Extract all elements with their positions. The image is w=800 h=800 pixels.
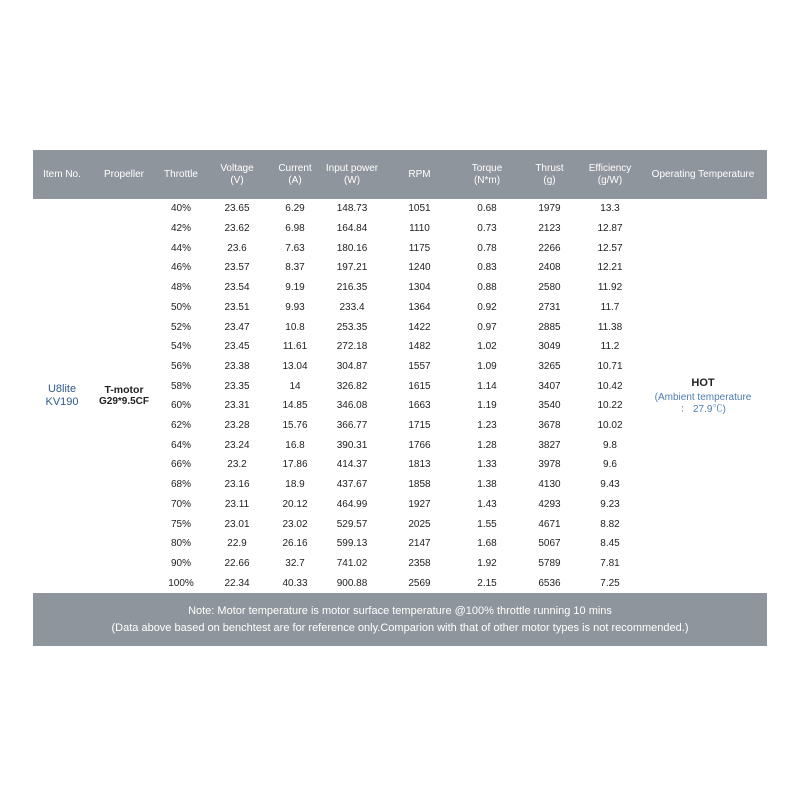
- cell-voltage: 22.66: [224, 557, 250, 569]
- cell-efficiency: 10.02: [597, 420, 623, 432]
- cell-efficiency: 12.21: [597, 262, 623, 274]
- cell-torque: 1.19: [477, 400, 497, 412]
- cell-efficiency: 10.22: [597, 400, 623, 412]
- cell-thrust: 3540: [538, 400, 561, 412]
- cell-current: 17.86: [282, 459, 308, 471]
- cell-torque: 1.92: [477, 557, 497, 569]
- temperature-status: HOT: [691, 376, 715, 389]
- cell-input-power: 272.18: [336, 341, 368, 353]
- cell-throttle: 56%: [170, 360, 191, 372]
- cell-input-power: 304.87: [336, 360, 368, 372]
- cell-rpm: 1304: [408, 282, 431, 294]
- cell-torque: 1.02: [477, 341, 497, 353]
- cell-rpm: 1927: [408, 498, 431, 510]
- cell-throttle: 75%: [170, 518, 191, 530]
- cell-input-power: 253.35: [336, 321, 368, 333]
- cell-voltage: 23.01: [224, 518, 250, 530]
- cell-throttle: 50%: [170, 301, 191, 313]
- cell-thrust: 3827: [538, 439, 561, 451]
- ambient-temperature: [655, 392, 752, 416]
- cell-rpm: 1663: [408, 400, 431, 412]
- cell-thrust: 5789: [538, 557, 561, 569]
- cell-thrust: 4671: [538, 518, 561, 530]
- header-current-line2: (A): [288, 174, 302, 186]
- cell-torque: 0.68: [477, 203, 497, 215]
- header-thrust-line1: Thrust: [535, 162, 564, 174]
- ambient-line1: (Ambient temperature: [654, 391, 752, 403]
- cell-input-power: 180.16: [336, 242, 368, 254]
- cell-voltage: 23.16: [224, 479, 250, 491]
- cell-rpm: 1858: [408, 479, 431, 491]
- cell-torque: 1.33: [477, 459, 497, 471]
- cell-torque: 1.43: [477, 498, 497, 510]
- cell-torque: 1.38: [477, 479, 497, 491]
- cell-efficiency: 11.38: [597, 321, 623, 333]
- ambient-line2: ： 27.9℃): [680, 403, 726, 415]
- cell-torque: 0.73: [477, 223, 497, 235]
- cell-voltage: 23.47: [224, 321, 250, 333]
- header-torque-line1: Torque: [471, 162, 503, 174]
- header-throttle: [157, 169, 205, 181]
- cell-voltage: 23.62: [224, 223, 250, 235]
- table-body: [33, 199, 767, 593]
- cell-input-power: 414.37: [336, 459, 368, 471]
- cell-efficiency: 8.45: [600, 538, 620, 550]
- cell-current: 14: [289, 380, 301, 392]
- cell-torque: 1.68: [477, 538, 497, 550]
- cell-input-power: 529.57: [336, 518, 368, 530]
- cell-efficiency: 9.6: [603, 459, 617, 471]
- cell-thrust: 4130: [538, 479, 561, 491]
- cell-throttle: 64%: [170, 439, 191, 451]
- cell-rpm: 1051: [408, 203, 431, 215]
- cell-voltage: 23.65: [224, 203, 250, 215]
- header-operating-temperature-line1: Operating Temperature: [651, 168, 755, 180]
- cell-current: 20.12: [282, 498, 308, 510]
- cell-throttle: 54%: [170, 341, 191, 353]
- cell-torque: 1.09: [477, 360, 497, 372]
- cell-throttle: 46%: [170, 262, 191, 274]
- cell-torque: 1.28: [477, 439, 497, 451]
- cell-current: 26.16: [282, 538, 308, 550]
- cell-thrust: 3265: [538, 360, 561, 372]
- cell-current: 11.61: [282, 341, 308, 353]
- motor-test-table: [33, 150, 767, 646]
- cell-throttle: 52%: [170, 321, 191, 333]
- header-thrust-line2: (g): [543, 174, 556, 186]
- table-header: [33, 150, 767, 199]
- header-operating-temperature: [639, 169, 767, 181]
- cell-efficiency: 7.81: [600, 557, 620, 569]
- cell-thrust: 3978: [538, 459, 561, 471]
- cell-thrust: 5067: [538, 538, 561, 550]
- cell-efficiency: 11.92: [597, 282, 623, 294]
- header-current: [269, 163, 321, 187]
- cell-voltage: 23.35: [224, 380, 250, 392]
- cell-efficiency: 10.71: [597, 360, 623, 372]
- cell-current: 8.37: [285, 262, 305, 274]
- cell-rpm: 1813: [408, 459, 431, 471]
- cell-efficiency: 11.2: [600, 341, 620, 353]
- cell-torque: 1.55: [477, 518, 497, 530]
- cell-current: 18.9: [285, 479, 305, 491]
- cell-efficiency: 12.57: [597, 242, 623, 254]
- cell-voltage: 23.54: [224, 282, 250, 294]
- cell-thrust: 2885: [538, 321, 561, 333]
- cell-efficiency: 10.42: [597, 380, 623, 392]
- header-input-power-line1: Input power: [325, 162, 379, 174]
- cell-current: 40.33: [282, 577, 308, 589]
- cell-throttle: 90%: [170, 557, 191, 569]
- cell-rpm: 1422: [408, 321, 431, 333]
- header-rpm-line1: RPM: [408, 168, 431, 180]
- cell-torque: 0.97: [477, 321, 497, 333]
- cell-throttle: 42%: [170, 223, 191, 235]
- cell-efficiency: 7.25: [600, 577, 620, 589]
- header-efficiency: [581, 163, 639, 187]
- cell-throttle: 70%: [170, 498, 191, 510]
- cell-voltage: 23.24: [224, 439, 250, 451]
- cell-voltage: 23.45: [224, 341, 250, 353]
- header-input-power-line2: (W): [343, 174, 361, 186]
- cell-thrust: 4293: [538, 498, 561, 510]
- cell-input-power: 437.67: [336, 479, 368, 491]
- cell-thrust: 6536: [538, 577, 561, 589]
- cell-current: 7.63: [285, 242, 305, 254]
- cell-rpm: 1364: [408, 301, 431, 313]
- cell-throttle: 48%: [170, 282, 191, 294]
- propeller: [91, 384, 157, 408]
- cell-current: 9.19: [285, 282, 305, 294]
- cell-voltage: 23.38: [224, 360, 250, 372]
- cell-voltage: 23.31: [224, 400, 250, 412]
- cell-thrust: 3049: [538, 341, 561, 353]
- cell-rpm: 2147: [408, 538, 431, 550]
- cell-input-power: 233.4: [339, 301, 365, 313]
- cell-throttle: 58%: [170, 380, 191, 392]
- cell-current: 32.7: [285, 557, 305, 569]
- cell-thrust: 2408: [538, 262, 561, 274]
- cell-rpm: 1110: [409, 223, 430, 235]
- header-propeller: [91, 169, 157, 181]
- cell-thrust: 3678: [538, 420, 561, 432]
- cell-rpm: 2358: [408, 557, 431, 569]
- cell-efficiency: 11.7: [600, 301, 620, 313]
- cell-input-power: 197.21: [336, 262, 368, 274]
- cell-rpm: 1715: [408, 420, 431, 432]
- cell-throttle: 60%: [170, 400, 191, 412]
- cell-input-power: 326.82: [336, 380, 368, 392]
- header-item-no-line1: Item No.: [43, 168, 81, 180]
- note-footer: [33, 593, 767, 646]
- cell-input-power: 216.35: [336, 282, 368, 294]
- cell-rpm: 1175: [408, 242, 431, 254]
- cell-torque: 1.23: [477, 420, 497, 432]
- cell-rpm: 1482: [408, 341, 431, 353]
- cell-current: 14.85: [282, 400, 308, 412]
- cell-voltage: 22.34: [224, 577, 250, 589]
- propeller-line1: T-motor: [104, 384, 144, 396]
- item-propeller-cell: [33, 199, 157, 593]
- header-voltage: [205, 163, 269, 187]
- cell-efficiency: 9.43: [600, 479, 620, 491]
- cell-input-power: 390.31: [336, 439, 368, 451]
- cell-current: 16.8: [285, 439, 305, 451]
- cell-throttle: 80%: [170, 538, 191, 550]
- note-line2: (Data above based on benchtest are for reference only.Comparion with that of other motor types is not recommended.): [111, 621, 689, 634]
- cell-current: 23.02: [282, 518, 308, 530]
- cell-input-power: 741.02: [336, 557, 368, 569]
- propeller-line2: G29*9.5CF: [98, 396, 150, 407]
- header-rpm: [383, 169, 456, 181]
- cell-input-power: 599.13: [336, 538, 368, 550]
- cell-input-power: 366.77: [336, 420, 368, 432]
- operating-temperature-cell: [639, 199, 767, 593]
- cell-thrust: 3407: [538, 380, 561, 392]
- cell-throttle: 100%: [168, 577, 194, 589]
- header-thrust: [518, 163, 581, 187]
- note-line1: Note: Motor temperature is motor surface temperature @100% throttle running 10 mins: [188, 604, 612, 617]
- cell-rpm: 1557: [408, 360, 431, 372]
- cell-voltage: 23.51: [224, 301, 250, 313]
- item-no-line2: KV190: [45, 396, 79, 408]
- cell-torque: 0.92: [477, 301, 497, 313]
- cell-throttle: 68%: [170, 479, 191, 491]
- header-torque: [456, 163, 518, 187]
- cell-input-power: 346.08: [336, 400, 368, 412]
- cell-thrust: 2580: [538, 282, 561, 294]
- cell-throttle: 44%: [170, 242, 191, 254]
- cell-current: 6.98: [285, 223, 305, 235]
- cell-torque: 0.88: [477, 282, 497, 294]
- cell-current: 9.93: [285, 301, 305, 313]
- header-input-power: [321, 163, 383, 187]
- cell-voltage: 23.2: [227, 459, 247, 471]
- header-voltage-line1: Voltage: [220, 162, 254, 174]
- cell-thrust: 2123: [538, 223, 561, 235]
- cell-efficiency: 9.8: [603, 439, 617, 451]
- cell-torque: 1.14: [477, 380, 497, 392]
- cell-torque: 2.15: [477, 577, 497, 589]
- cell-efficiency: 8.82: [600, 518, 620, 530]
- cell-current: 13.04: [282, 360, 308, 372]
- cell-input-power: 464.99: [336, 498, 368, 510]
- cell-input-power: 164.84: [336, 223, 368, 235]
- cell-input-power: 148.73: [336, 203, 368, 215]
- cell-thrust: 2266: [538, 242, 561, 254]
- header-item-no: [33, 169, 91, 181]
- cell-rpm: 1240: [408, 262, 431, 274]
- header-propeller-line1: Propeller: [103, 168, 145, 180]
- cell-rpm: 1766: [408, 439, 431, 451]
- cell-current: 15.76: [282, 420, 308, 432]
- cell-torque: 0.83: [477, 262, 497, 274]
- header-voltage-line2: (V): [230, 174, 244, 186]
- cell-voltage: 23.28: [224, 420, 250, 432]
- cell-rpm: 1615: [408, 380, 431, 392]
- cell-throttle: 62%: [170, 420, 191, 432]
- cell-throttle: 66%: [170, 459, 191, 471]
- header-current-line1: Current: [278, 162, 312, 174]
- cell-thrust: 1979: [538, 203, 561, 215]
- cell-efficiency: 12.87: [597, 223, 623, 235]
- cell-thrust: 2731: [538, 301, 561, 313]
- header-torque-line2: (N*m): [473, 174, 501, 186]
- cell-current: 6.29: [285, 203, 305, 215]
- cell-torque: 0.78: [477, 242, 497, 254]
- cell-voltage: 23.57: [224, 262, 250, 274]
- cell-current: 10.8: [285, 321, 305, 333]
- cell-throttle: 40%: [170, 203, 191, 215]
- cell-rpm: 2569: [408, 577, 431, 589]
- cell-input-power: 900.88: [336, 577, 368, 589]
- cell-voltage: 22.9: [227, 538, 247, 550]
- header-efficiency-line2: (g/W): [597, 174, 623, 186]
- item-no-line1: U8lite: [47, 383, 77, 395]
- item-no: [33, 383, 91, 409]
- header-throttle-line1: Throttle: [164, 168, 198, 180]
- cell-efficiency: 13.3: [600, 203, 620, 215]
- cell-efficiency: 9.23: [600, 498, 620, 510]
- cell-rpm: 2025: [408, 518, 431, 530]
- header-efficiency-line1: Efficiency: [588, 162, 632, 174]
- cell-voltage: 23.6: [227, 242, 247, 254]
- cell-voltage: 23.11: [224, 498, 250, 510]
